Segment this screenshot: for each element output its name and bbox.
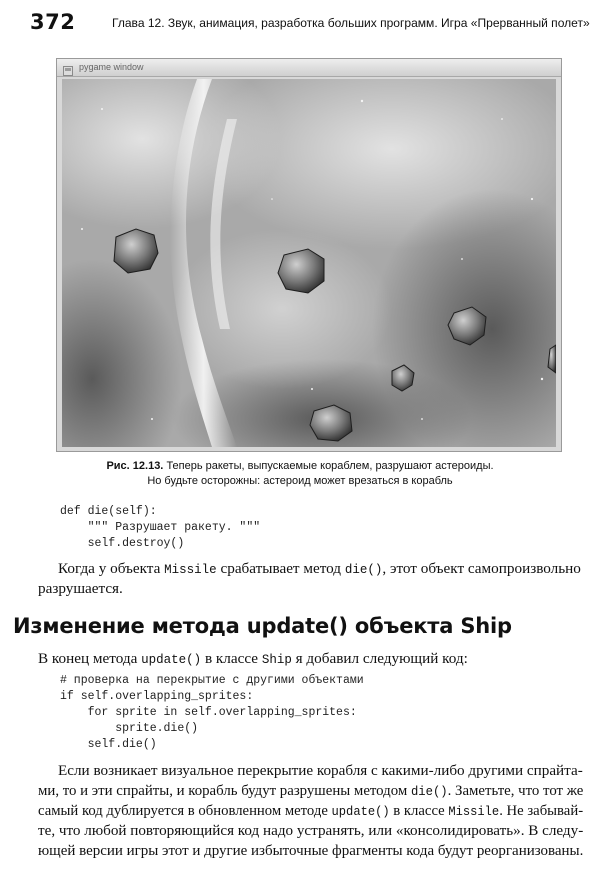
paragraph-3-line3: самый код дублируется в обновленном методе update() в классе Missile. Не забывай- [38, 802, 584, 819]
code-line: """ Разрушает ракету. """ [60, 521, 261, 534]
inline-code: update() [331, 805, 390, 819]
code-line: if self.overlapping_sprites: [60, 690, 254, 703]
paragraph-3-line2: ми, то и эти спрайты, и корабль будут разрушены методом die(). Заметьте, что тот же [38, 782, 584, 799]
paragraph-3-line1: Если возникает визуальное перекрытие корабля с какими-либо другими спрайта- [58, 762, 583, 779]
section-heading: Изменение метода update() объекта Ship [13, 614, 512, 638]
paragraph-1-line1: Когда у объекта Missile срабатывает метод die(), этот объект самопроизвольно [58, 560, 581, 577]
code-line: self.destroy() [60, 537, 185, 550]
figure-caption-line1 [0, 460, 600, 472]
asteroid [310, 405, 352, 441]
window-app-icon [63, 63, 73, 73]
inline-code: Missile [448, 805, 500, 819]
inline-code: Ship [261, 653, 292, 667]
page-number: 372 [30, 10, 76, 34]
paragraph-1-line2: разрушается. [38, 580, 123, 597]
page-header [30, 10, 590, 36]
code-line: sprite.die() [60, 722, 199, 735]
window-titlebar [57, 59, 561, 77]
figure-screenshot [56, 58, 562, 452]
running-head: Глава 12. Звук, анимация, разработка больших программ. Игра «Прерванный полет» [112, 16, 590, 30]
figure-caption-text1: Теперь ракеты, выпускаемые кораблем, разрушают астероиды. [166, 460, 494, 472]
paragraph-3-line5: ющей версии игры этот и другие избыточные фрагменты кода будут реорганизованы. [38, 842, 584, 859]
figure-caption-text2: Но будьте осторожны: астероид может врезаться в корабль [147, 475, 453, 487]
paragraph-2: В конец метода update() в классе Ship я добавил следующий код: [38, 650, 468, 667]
code-line: for sprite in self.overlapping_sprites: [60, 706, 357, 719]
inline-code: die() [344, 563, 383, 577]
paragraph-3-line4: те, что любой повторяющийся код надо устранять, или «консолидировать». В следу- [38, 822, 584, 839]
window-title: pygame window [79, 62, 144, 72]
figure-caption-line2 [0, 475, 600, 487]
inline-code: update() [141, 653, 202, 667]
code-line: self.die() [60, 738, 157, 751]
game-scene [62, 79, 556, 447]
figure-caption-label: Рис. 12.13. [106, 460, 164, 472]
code-line: def die(self): [60, 505, 157, 518]
code-line: # проверка на перекрытие с другими объектами [60, 674, 364, 687]
asteroid [114, 229, 158, 273]
inline-code: die() [410, 785, 448, 799]
asteroid [278, 249, 324, 293]
inline-code: Missile [164, 563, 217, 577]
